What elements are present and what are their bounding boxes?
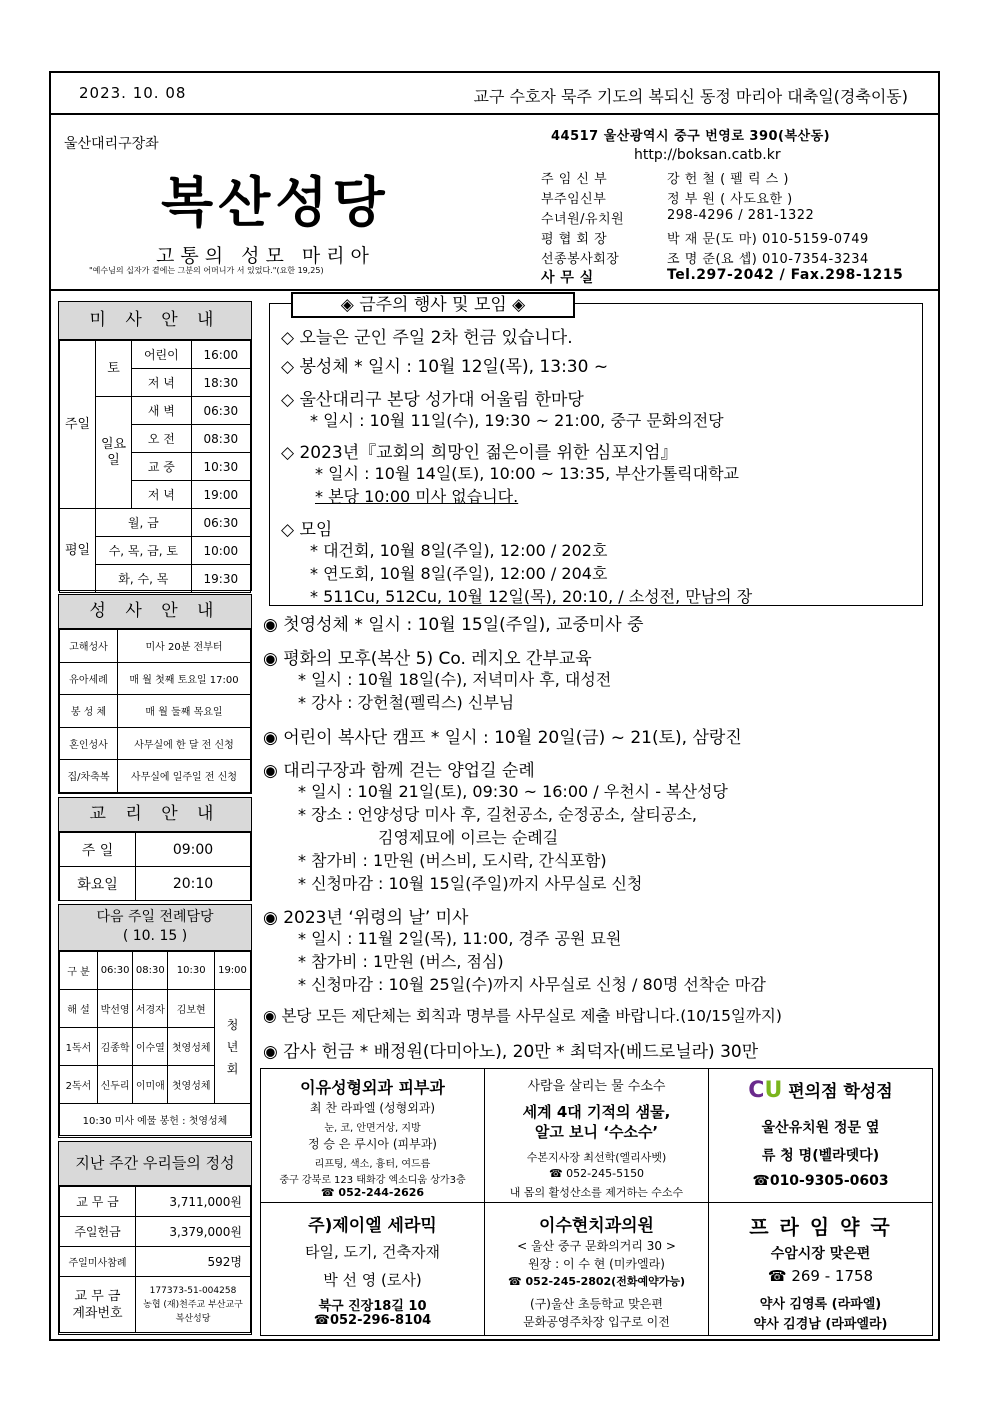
mass-name: 저 녁 — [132, 369, 192, 397]
event-line: * 신청마감 : 10월 25일(수)까지 사무실로 신청 / 80명 선착순 마감 — [298, 975, 766, 994]
sacrament-name: 혼인성사 — [60, 727, 118, 760]
offering-note: 10:30 미사 예물 봉헌 : 첫영성체 — [60, 1104, 251, 1136]
mass-time: 18:30 — [191, 369, 250, 397]
ad-text: 약사 김영록 (라파엘) — [759, 1297, 882, 1312]
staff-role: 평 협 회 장 — [541, 232, 608, 247]
event-line: * 대건회, 10월 8일(주일), 12:00 / 202호 — [310, 541, 608, 560]
event-line: * 신청마감 : 10월 15일(주일)까지 사무실로 신청 — [298, 874, 643, 893]
event-line: ◉ 어린이 복사단 캠프 * 일시 : 10월 20일(금) ~ 21(토), 삼랑진 — [263, 728, 742, 748]
ad-ceramic — [261, 1203, 485, 1335]
ad-text: 타일, 도기, 건축자재 — [305, 1243, 440, 1261]
event-line: ◇ 울산대리구 본당 성가대 어울림 한마당 — [281, 390, 584, 410]
masthead — [51, 115, 938, 291]
duty-table — [59, 951, 251, 1136]
doctrine-guide-title: 교 리 안 내 — [59, 798, 251, 832]
event-line: 김영제묘에 이르는 순례길 — [378, 828, 559, 847]
ad-phone: ☎ 269 - 1758 — [767, 1267, 874, 1285]
mass-time: 10:30 — [191, 453, 250, 481]
cu-logo-icon — [748, 1078, 782, 1103]
ad-phone: ☎ 052-244-2626 — [320, 1186, 425, 1199]
offering-table — [59, 1186, 251, 1333]
sunday-day-label: 일요일 — [96, 397, 132, 509]
bulletin-page — [49, 71, 940, 1341]
mass-time: 10:00 — [191, 537, 250, 565]
account-number: 177373-51-004258 — [149, 1285, 237, 1296]
sacrament-info: 미사 20분 전부터 — [118, 630, 251, 663]
mass-name: 월, 금 — [96, 509, 192, 537]
sacrament-name: 봉 성 체 — [60, 695, 118, 728]
duty-person: 이미애 — [133, 1066, 168, 1104]
staff-row — [541, 168, 931, 188]
ad-text: 울산유치원 정문 옆 — [761, 1120, 880, 1136]
event-line: ◉ 2023년 ‘위령의 날’ 미사 — [263, 908, 469, 928]
mass-name: 교 중 — [132, 453, 192, 481]
duty-header-cell: 06:30 — [98, 952, 133, 990]
parish-name: 복산성당 — [161, 170, 390, 234]
ad-title: 이유성형외과 피부과 — [300, 1078, 445, 1097]
staff-role: 주 임 신 부 — [541, 172, 608, 187]
parish-url[interactable]: http://boksan.catb.kr — [634, 147, 781, 163]
mass-table — [59, 340, 251, 593]
bulletin-date: 2023. 10. 08 — [79, 84, 187, 102]
doctrine-time: 09:00 — [136, 833, 251, 867]
doctrine-day: 화요일 — [60, 867, 136, 901]
diocese-label: 울산대리구장좌 — [64, 136, 159, 152]
duty-person: 첫영성체 — [168, 1066, 215, 1104]
parish-address: 44517 울산광역시 중구 번영로 390(복산동) — [551, 129, 831, 144]
sacrament-info: 매 월 첫째 토요일 17:00 — [118, 662, 251, 695]
scripture-quote: "예수님의 십자가 곁에는 그분의 어머니가 서 있었다."(요한 19,25) — [89, 266, 324, 275]
event-line: * 참가비 : 1만원 (버스비, 도시락, 간식포함) — [298, 851, 607, 870]
ad-text: 세계 4대 기적의 샘물, — [522, 1103, 671, 1121]
event-line: ◇ 모임 — [281, 520, 333, 540]
duty-person: 첫영성체 — [168, 1028, 215, 1066]
weekday-label: 평일 — [60, 509, 96, 593]
staff-value: 298-4296 / 281-1322 — [667, 208, 815, 223]
ad-pharmacy — [709, 1203, 932, 1335]
account-info — [136, 1277, 251, 1333]
ad-title: 사람을 살리는 물 수소수 — [527, 1079, 666, 1094]
mass-name: 저 녁 — [132, 481, 192, 509]
ad-text: (구)울산 초등학교 맞은편 — [530, 1297, 663, 1311]
duty-person: 김종학 — [98, 1028, 133, 1066]
left-column — [58, 301, 252, 1335]
events-title: ◈ 금주의 행사 및 모임 ◈ — [291, 292, 575, 318]
staff-value: 박 재 문(도 마) 010-5159-0749 — [667, 232, 869, 247]
mass-name: 어린이 — [132, 341, 192, 369]
duty-role: 2독서 — [60, 1066, 98, 1104]
sacrament-name: 유아세례 — [60, 662, 118, 695]
staff-role: 수녀원/유치원 — [541, 212, 625, 227]
event-line: ◉ 첫영성체 * 일시 : 10월 15일(주일), 교중미사 중 — [263, 615, 644, 635]
ad-text: 박 선 영 (로사) — [323, 1271, 422, 1289]
duty-role: 해 설 — [60, 990, 98, 1028]
ad-title-row — [709, 1077, 932, 1103]
event-line: ◉ 감사 헌금 * 배정원(다미아노), 20만 * 최덕자(베드로닐라) 30만 — [263, 1042, 759, 1062]
cu-logo-u: U — [764, 1078, 783, 1103]
duty-person: 이수열 — [133, 1028, 168, 1066]
sacrament-guide — [58, 594, 252, 794]
duty-role: 1독서 — [60, 1028, 98, 1066]
top-strip — [51, 73, 938, 115]
staff-row — [541, 228, 931, 248]
duty-person: 박선영 — [98, 990, 133, 1028]
staff-role: 선종봉사회장 — [541, 252, 620, 267]
event-line: * 511Cu, 512Cu, 10월 12일(목), 20:10, / 소성전, 만남의 장 — [310, 587, 753, 606]
ad-dental — [485, 1203, 709, 1335]
ad-title: 프 라 임 약 국 — [749, 1215, 892, 1239]
event-line: * 강사 : 강헌철(펠릭스) 신부님 — [298, 693, 515, 712]
saturday-label: 토 — [96, 341, 132, 397]
ad-cu-store — [709, 1069, 932, 1203]
duty-header-cell: 08:30 — [133, 952, 168, 990]
event-line: ◇ 봉성체 * 일시 : 10월 12일(목), 13:30 ~ — [281, 357, 609, 377]
ad-text: 최 찬 라파엘 (성형외과) — [309, 1101, 436, 1115]
doctrine-guide — [58, 797, 252, 901]
staff-row — [541, 208, 931, 228]
ad-phone: ☎010-9305-0603 — [752, 1173, 889, 1189]
duty-title: 다음 주일 전례담당 — [96, 909, 214, 925]
ad-text: 원장 : 이 수 현 (미카엘라) — [528, 1257, 665, 1271]
ad-phone: ☎052-296-8104 — [313, 1313, 432, 1328]
duty-header-cell: 10:30 — [168, 952, 215, 990]
duty-header-cell: 구 분 — [60, 952, 98, 990]
offering-label: 주일미사참례 — [60, 1247, 136, 1277]
office-phone: Tel.297-2042 / Fax.298-1215 — [667, 267, 904, 283]
ad-phone: ☎ 052-245-5150 — [548, 1167, 645, 1180]
mass-guide-title: 미 사 안 내 — [59, 302, 251, 340]
event-line: ◉ 평화의 모후(복산 5) Co. 레지오 간부교육 — [263, 649, 592, 669]
event-line: * 참가비 : 1만원 (버스, 점심) — [298, 952, 504, 971]
sacrament-info: 사무실에 한 달 전 신청 — [118, 727, 251, 760]
mass-name: 오 전 — [132, 425, 192, 453]
mass-time: 06:30 — [191, 397, 250, 425]
account-label: 교 무 금 계좌번호 — [60, 1277, 136, 1333]
duty-person: 김보현 — [168, 990, 215, 1028]
ads-section — [260, 1068, 933, 1336]
doctrine-day: 주 일 — [60, 833, 136, 867]
ad-title: 이수현치과의원 — [539, 1216, 654, 1236]
staff-value: 정 부 원 ( 사도요한 ) — [667, 192, 793, 207]
ad-plastic-surgery — [261, 1069, 485, 1203]
doctrine-time: 20:10 — [136, 867, 251, 901]
event-line: * 일시 : 10월 18일(수), 저녁미사 후, 대성전 — [298, 670, 612, 689]
offering-label: 교 무 금 — [60, 1187, 136, 1217]
ad-text: 북구 진장18길 10 — [318, 1299, 427, 1314]
office-row — [541, 267, 931, 287]
ad-phone: ☎ 052-245-2802(전화예약가능) — [507, 1275, 685, 1288]
ad-text: 류 청 명(벨라뎃다) — [761, 1148, 880, 1164]
event-line: ◇ 2023년『교회의 희망인 젊은이를 위한 심포지엄』 — [281, 443, 678, 463]
event-line: * 본당 10:00 미사 없습니다. — [315, 487, 519, 506]
ad-text: < 울산 중구 문화의거리 30 > — [517, 1239, 676, 1253]
staff-role: 부주임신부 — [541, 192, 607, 207]
staff-row — [541, 188, 931, 208]
ad-text: 수본지사장 최선학(엘리사벳) — [526, 1151, 667, 1164]
patron-saint: 고통의 성모 마리아 — [156, 245, 375, 267]
ad-text: 문화공영주차장 입구로 이전 — [523, 1315, 670, 1329]
event-line: ◉ 본당 모든 제단체는 회칙과 명부를 사무실로 제출 바랍니다.(10/15일까지) — [263, 1007, 782, 1025]
mass-time: 19:00 — [191, 481, 250, 509]
ad-hydrogen-water — [485, 1069, 709, 1203]
feast-title: 교구 수호자 묵주 기도의 복되신 동정 마리아 대축일(경축이동) — [473, 87, 908, 106]
account-holder: 복산성당 — [175, 1313, 211, 1324]
duty-person: 신두리 — [98, 1066, 133, 1104]
sacrament-info: 사무실에 일주일 전 신청 — [118, 760, 251, 793]
duty-person: 서경자 — [133, 990, 168, 1028]
sacrament-name: 집/차축복 — [60, 760, 118, 793]
ad-text: 정 승 은 루시아 (피부과) — [308, 1137, 437, 1151]
sacrament-name: 고해성사 — [60, 630, 118, 663]
staff-row — [541, 248, 931, 268]
mass-time: 16:00 — [191, 341, 250, 369]
event-line: * 연도회, 10월 8일(주일), 12:00 / 204호 — [310, 564, 608, 583]
duty-header-cell: 19:00 — [215, 952, 251, 990]
ad-text: 중구 강북로 123 태화강 엑소디움 상가3층 — [279, 1175, 466, 1186]
ad-title: 편의점 학성점 — [788, 1082, 893, 1102]
mass-name: 새 벽 — [132, 397, 192, 425]
mass-guide — [58, 301, 252, 591]
event-line: * 장소 : 언양성당 미사 후, 길천공소, 순정공소, 살티공소, — [298, 805, 697, 824]
event-line: ◇ 오늘은 군인 주일 2차 헌금 있습니다. — [281, 328, 573, 348]
mass-time: 19:30 — [191, 565, 250, 593]
events-section — [260, 301, 933, 1066]
ad-text: 수암시장 맞은편 — [770, 1246, 871, 1262]
event-line: * 일시 : 10월 21일(토), 09:30 ~ 16:00 / 우천시 - 복산성당 — [298, 782, 728, 801]
account-bank: 농협 (재)천주교 부산교구 — [143, 1299, 243, 1310]
sunday-label: 주일 — [60, 341, 96, 509]
event-line: * 일시 : 11월 2일(목), 11:00, 경주 공원 묘원 — [298, 929, 622, 948]
event-line: * 일시 : 10월 14일(토), 10:00 ~ 13:35, 부산가톨릭대학교 — [315, 464, 740, 483]
liturgy-duty — [58, 904, 252, 1138]
staff-value: 강 헌 철 ( 펠 릭 스 ) — [667, 172, 789, 187]
duty-title-block — [59, 905, 251, 951]
mass-time: 06:30 — [191, 509, 250, 537]
staff-value: 조 명 준(요 셉) 010-7354-3234 — [667, 252, 869, 267]
weekly-offering — [58, 1141, 252, 1335]
ad-text: 리프팅, 색소, 흉터, 여드름 — [314, 1159, 431, 1170]
event-line: * 일시 : 10월 11일(수), 19:30 ~ 21:00, 중구 문화의전당 — [310, 411, 724, 430]
office-label: 사 무 실 — [541, 270, 594, 286]
mass-name: 수, 목, 금, 토 — [96, 537, 192, 565]
event-line: ◉ 대리구장과 함께 걷는 양업길 순례 — [263, 761, 535, 781]
ad-text: 약사 김경남 (라파엘라) — [753, 1317, 888, 1332]
sacrament-table — [59, 629, 251, 793]
ad-title: 주)제이엘 세라믹 — [308, 1216, 437, 1236]
cu-logo-c: C — [748, 1078, 765, 1103]
offering-value: 3,379,000원 — [136, 1217, 251, 1247]
offering-value: 592명 — [136, 1247, 251, 1277]
mass-time: 08:30 — [191, 425, 250, 453]
ad-text: 눈, 코, 안면거상, 지방 — [324, 1123, 421, 1134]
mass-name: 화, 수, 목 — [96, 565, 192, 593]
ad-text: 알고 보니 ‘수소수’ — [534, 1123, 659, 1141]
youth-group: 청년회 — [215, 990, 251, 1104]
sacrament-info: 매 월 둘째 목요일 — [118, 695, 251, 728]
offering-label: 주일헌금 — [60, 1217, 136, 1247]
offering-value: 3,711,000원 — [136, 1187, 251, 1217]
doctrine-table — [59, 832, 251, 901]
ad-text: 내 몸의 활성산소를 제거하는 수소수 — [509, 1186, 684, 1199]
offering-title: 지난 주간 우리들의 정성 — [59, 1142, 251, 1186]
duty-date: ( 10. 15 ) — [122, 928, 188, 944]
sacrament-guide-title: 성 사 안 내 — [59, 595, 251, 629]
